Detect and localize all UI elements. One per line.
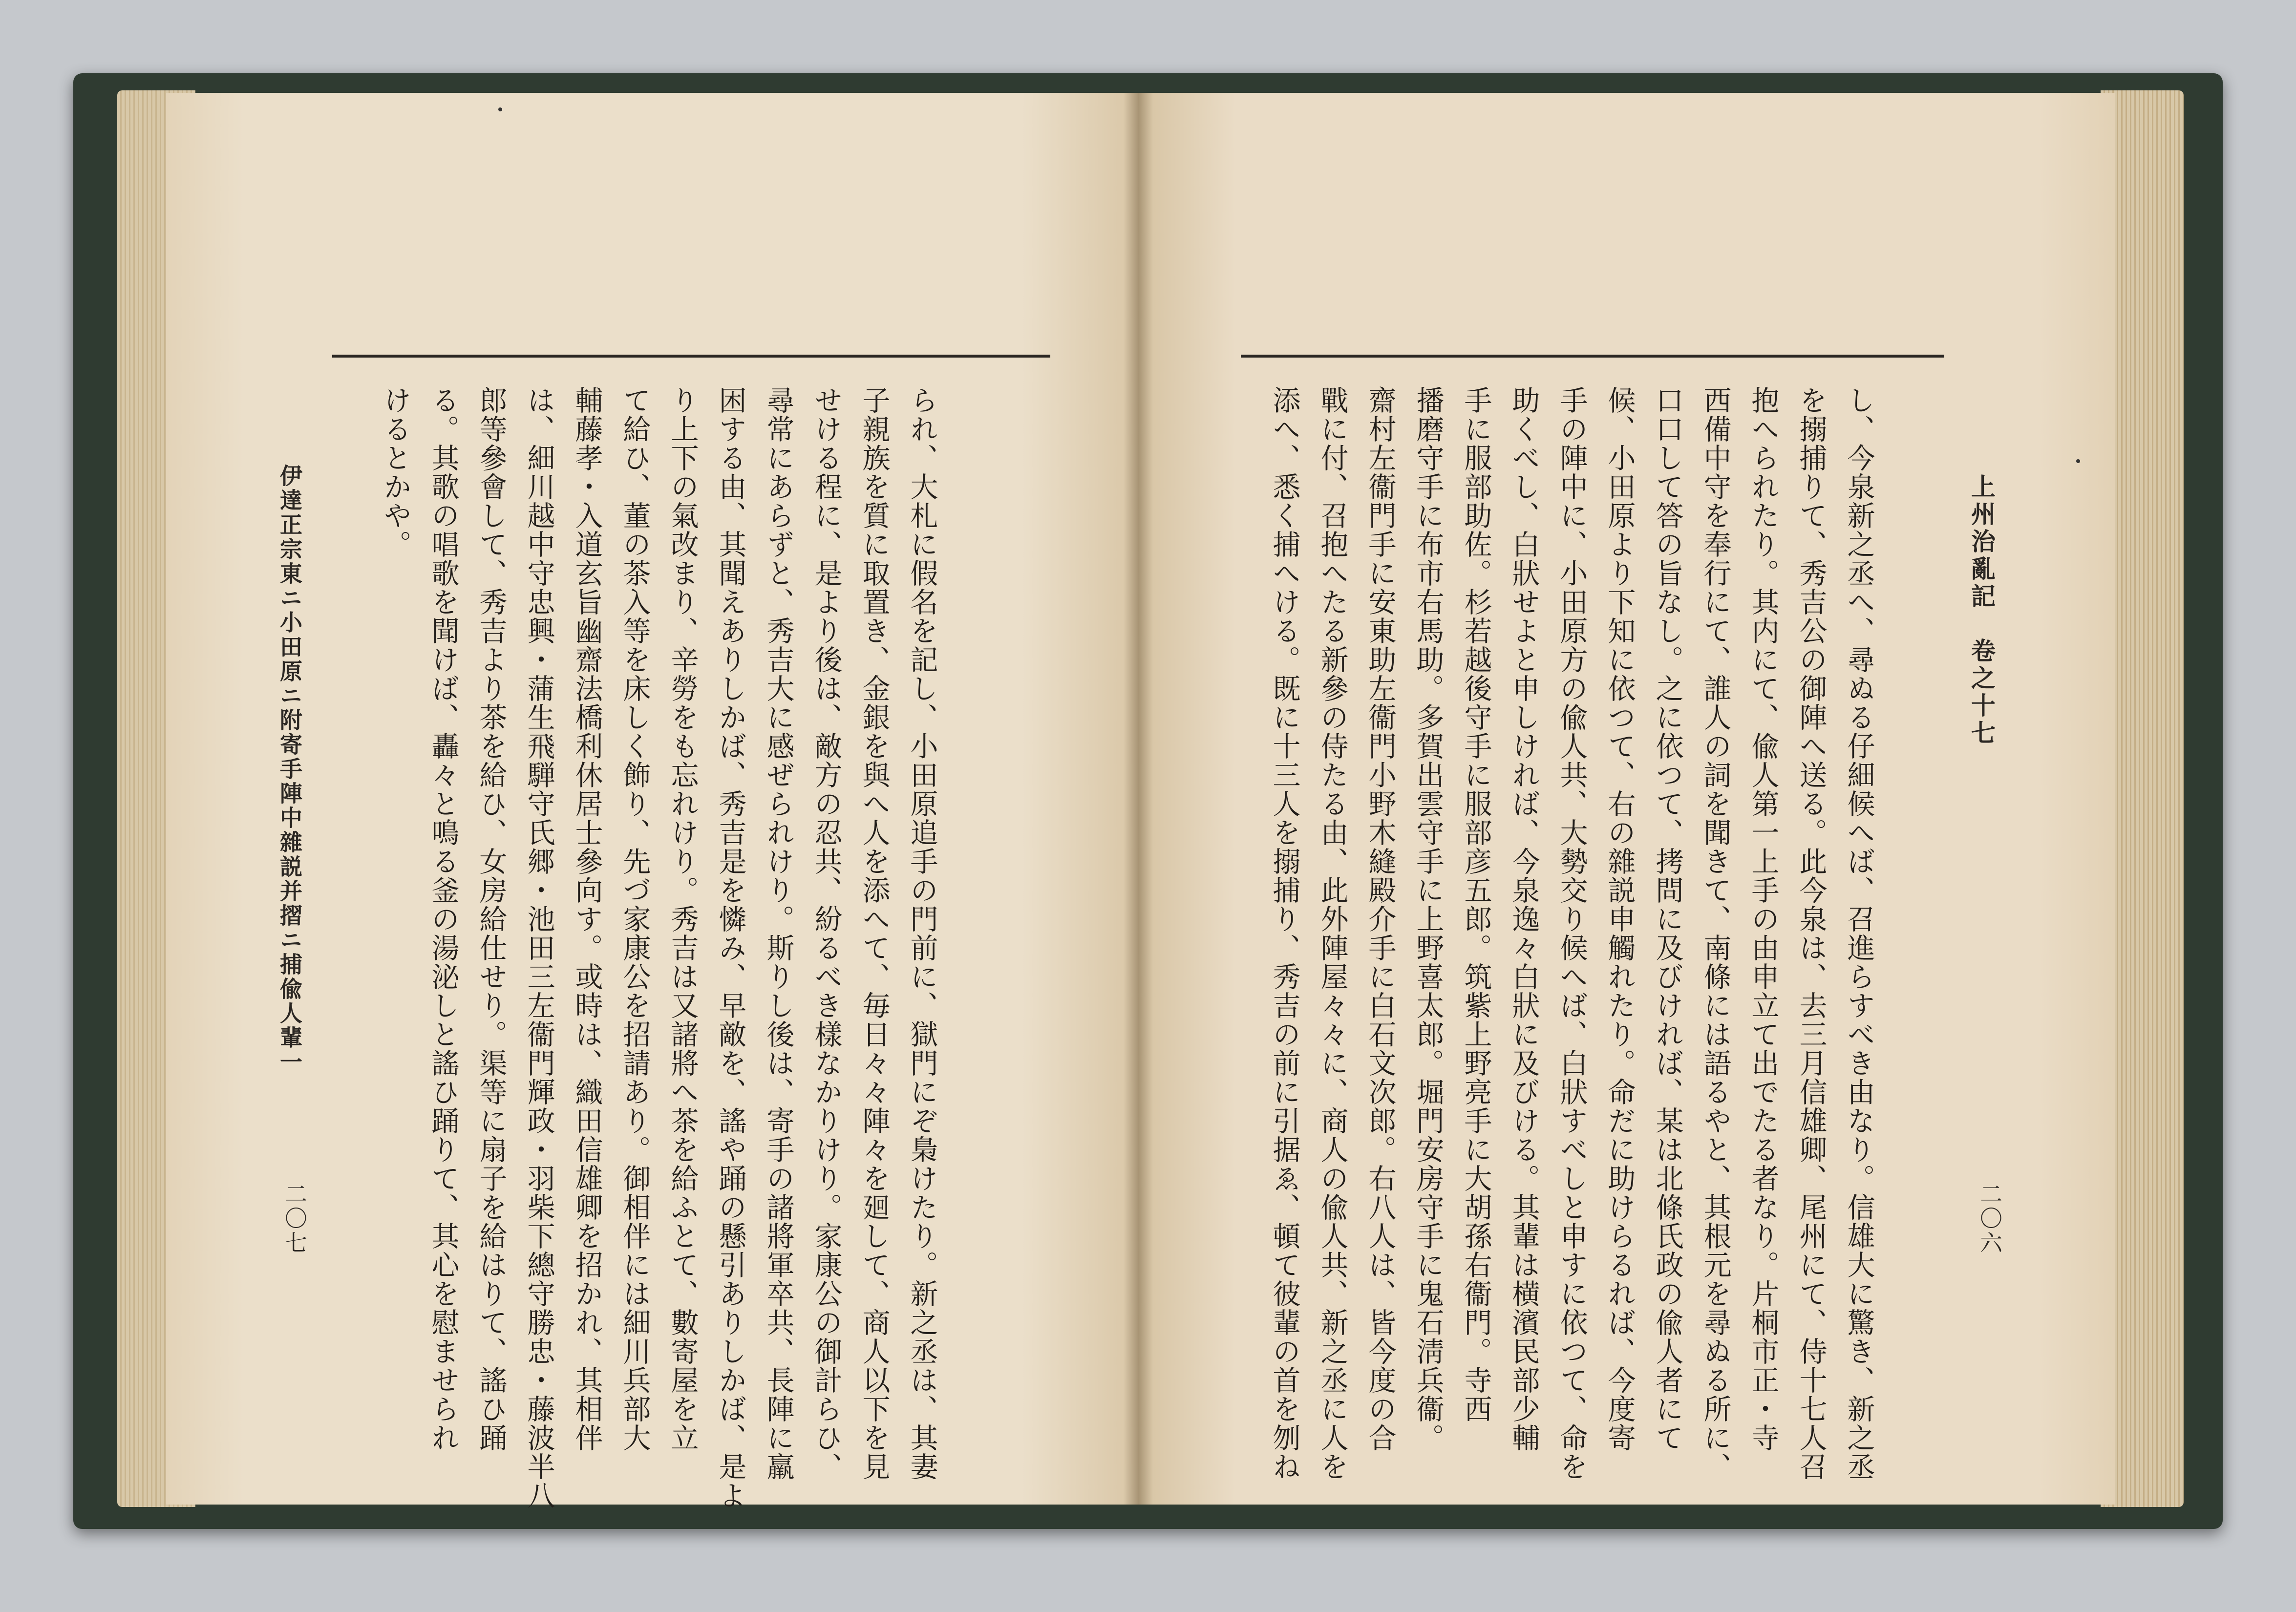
text-line: 手の陣中に、小田原方の偸人共、大勢交り候へば、白狀すべしと申すに依つて、命を bbox=[1555, 386, 1588, 1481]
text-line: 播磨守手に布市右馬助。多賀出雲守手に上野喜太郎。堀門安房守手に鬼石淸兵衞。 bbox=[1412, 386, 1444, 1452]
text-line: 候、小田原より下知に依つて、右の雜説申觸れたり。命だに助けらるれば、今度寄 bbox=[1603, 386, 1636, 1452]
left-header-rule bbox=[332, 355, 1050, 358]
text-line: 助くべし、白狀せよと申しければ、今泉逸々白狀に及びける。其輩は横濱民部少輔 bbox=[1508, 386, 1540, 1452]
text-line: 輔藤孝・入道玄旨幽齋法橋利休居士參向す。或時は、織田信雄卿を招かれ、其相伴 bbox=[571, 386, 603, 1452]
left-running-head: 伊達正宗東ニ小田原ニ附寄手陣中雜説并摺ニ捕偸人輩一 bbox=[276, 464, 303, 1075]
text-line: し、今泉新之丞へ、尋ぬる仔細候へば、召進らすべき由なり。信雄大に驚き、新之丞 bbox=[1843, 386, 1875, 1481]
text-line: 添へ、悉く捕へける。既に十三人を搦捕り、秀吉の前に引据ゑ、頓て彼輩の首を刎ね bbox=[1268, 386, 1300, 1481]
text-line: せける程に、是より後は、敵方の忍共、紛るべき樣なかりけり。家康公の御計らひ、 bbox=[810, 386, 842, 1481]
right-running-head: 上州治亂記 卷之十七 bbox=[1967, 474, 1996, 747]
text-line: 戰に付、召抱へたる新參の侍たる由、此外陣屋々々に、商人の偸人共、新之丞に人を bbox=[1316, 386, 1348, 1481]
text-line: 尋常にあらずと、秀吉大に感ぜられけり。斯りし後は、寄手の諸將軍卒共、長陣に羸 bbox=[762, 386, 794, 1481]
text-line: は、細川越中守忠興・蒲生飛騨守氏郷・池田三左衞門輝政・羽柴下總守勝忠・藤波半八 bbox=[523, 386, 555, 1510]
text-line: を搦捕りて、秀吉公の御陣へ送る。此今泉は、去三月信雄卿、尾州にて、侍十七人召 bbox=[1795, 386, 1827, 1481]
text-line: られ、大札に假名を記し、小田原追手の門前に、獄門にぞ梟けたり。新之丞は、其妻 bbox=[906, 386, 938, 1481]
right-header-rule bbox=[1241, 355, 1944, 358]
right-page-body bbox=[1260, 386, 1883, 1481]
text-line: 手に服部助佐。杉若越後守手に服部彦五郎。筑紫上野亮手に大胡孫右衞門。寺西 bbox=[1460, 386, 1492, 1423]
text-line: けるとかや。 bbox=[379, 386, 411, 559]
text-line: 齋村左衞門手に安東助左衞門小野木縫殿介手に白石文次郎。右八人は、皆今度の合 bbox=[1364, 386, 1396, 1452]
text-line: 郎等參會して、秀吉より茶を給ひ、女房給仕せり。渠等に扇子を給はりて、謠ひ踊 bbox=[475, 386, 507, 1452]
text-line: 西備中守を奉行にて、誰人の詞を聞きて、南條には語るやと、其根元を尋ぬる所に、 bbox=[1699, 386, 1731, 1481]
book-gutter bbox=[1124, 93, 1153, 1505]
text-line: る。其歌の唱歌を聞けば、轟々と鳴る釜の湯泌しと謠ひ踊りて、其心を慰ませられ bbox=[427, 386, 459, 1452]
text-line: 困する由、其聞えありしかば、秀吉是を憐み、早敵を、謠や踊の懸引ありしかば、是よ bbox=[714, 386, 746, 1510]
text-line: り上下の氣改まり、辛勞をも忘れけり。秀吉は又諸將へ茶を給ふとて、數寄屋を立 bbox=[666, 386, 699, 1452]
text-line: 抱へられたり。其内にて、偸人第一上手の由申立て出でたる者なり。片桐市正・寺 bbox=[1747, 386, 1779, 1452]
left-page-number: 二〇七 bbox=[281, 1182, 308, 1255]
text-line: て給ひ、董の茶入等を床しく飾り、先づ家康公を招請あり。御相伴には細川兵部大 bbox=[618, 386, 651, 1452]
text-line: 子親族を質に取置き、金銀を與へ人を添へて、毎日々々陣々を廻して、商人以下を見 bbox=[858, 386, 890, 1481]
page-speck bbox=[2076, 459, 2080, 463]
text-line: 口口して答の旨なし。之に依つて、拷問に及びければ、某は北條氏政の偸人者にて bbox=[1651, 386, 1683, 1452]
left-page-body bbox=[371, 386, 946, 1510]
page-speck bbox=[498, 107, 502, 111]
right-page-number: 二〇六 bbox=[1977, 1182, 2003, 1255]
